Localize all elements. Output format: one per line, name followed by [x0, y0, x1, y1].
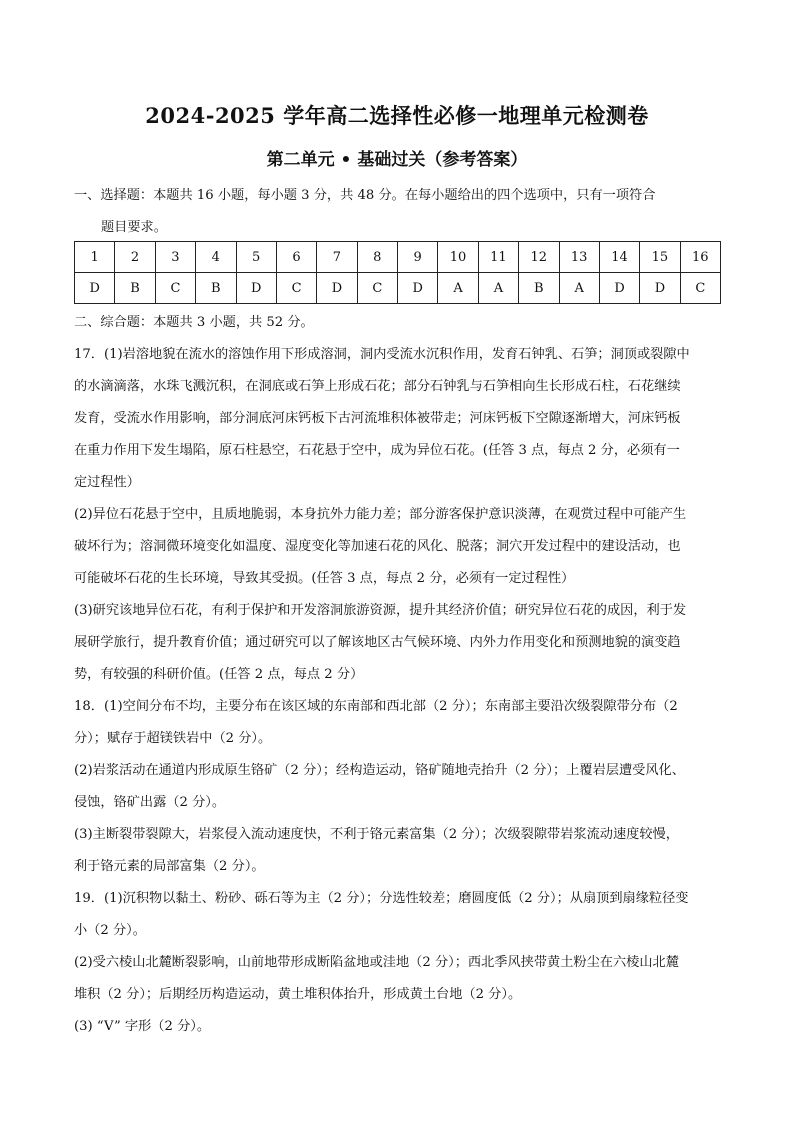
document-subtitle: 第二单元 • 基础过关（参考答案） [266, 150, 528, 170]
answer-line: (3)主断裂带裂隙大，岩浆侵入流动速度快，不利于铬元素富集（2 分）；次级裂隙带岩浆流动速度较慢， [74, 827, 679, 842]
answer-line: 堆积（2 分）；后期经历构造运动，黄土堆积体抬升，形成黄土台地（2 分）。 [74, 987, 522, 1002]
question-number-cell: 9 [398, 242, 438, 273]
answer-cell: A [438, 273, 478, 304]
answer-line: (2)岩浆活动在通道内形成原生铬矿（2 分）；经构造运动，铬矿随地壳抬升（2 分）；上覆岩层遭受风化、 [74, 763, 685, 778]
answer-line: (2)异位石花悬于空中，且质地脆弱，本身抗外力能力差；部分游客保护意识淡薄，在观赏过程中可能产生 [74, 507, 687, 522]
question-number-cell: 13 [559, 242, 599, 273]
answer-table [74, 241, 721, 304]
document-title: 2024-2025 学年高二选择性必修一地理单元检测卷 [145, 103, 649, 128]
answer-line: (3)研究该地异位石花，有利于保护和开发溶洞旅游资源，提升其经济价值；研究异位石花的成因，利于发 [74, 603, 687, 618]
answer-cell: C [680, 273, 720, 304]
answer-line: (3) “V” 字形（2 分）。 [74, 1019, 211, 1034]
answer-cell: B [519, 273, 559, 304]
section1-heading-line: 一、选择题：本题共 16 小题，每小题 3 分，共 48 分。在每小题给出的四个选项中，只有一项符合 [74, 188, 656, 203]
answer-line: 的水滴滴落，水珠飞溅沉积，在洞底或石笋上形成石花；部分石钟乳与石笋相向生长形成石柱，石花继续 [74, 379, 681, 394]
section2 [74, 307, 722, 1043]
answer-cell: D [75, 273, 115, 304]
question-number-cell: 16 [680, 242, 720, 273]
answer-line: 发育，受流水作用影响，部分洞底河床钙板下古河流堆积体被带走；河床钙板下空隙逐渐增大，河床钙板 [74, 411, 681, 426]
answer-line: (2)受六棱山北麓断裂影响，山前地带形成断陷盆地或洼地（2 分）；西北季风挟带黄土粉尘在六棱山北麓 [74, 955, 679, 970]
question-number-cell: 15 [640, 242, 680, 273]
question-number-cell: 4 [196, 242, 236, 273]
answer-cell: C [155, 273, 195, 304]
answer-line: 在重力作用下发生塌陷，原石柱悬空，石花悬于空中，成为异位石花。(任答 3 点，每点 2 分，必须有一 [74, 443, 680, 458]
answer-line: 18．(1)空间分布不均，主要分布在该区域的东南部和西北部（2 分）；东南部主要沿次级裂隙带分布（2 [74, 699, 678, 714]
question-number-cell: 14 [599, 242, 639, 273]
answer-line: 势，有较强的科研价值。(任答 2 点，每点 2 分） [74, 667, 364, 682]
question-number-cell: 7 [317, 242, 357, 273]
question-number-cell: 10 [438, 242, 478, 273]
question-number-cell: 2 [115, 242, 155, 273]
question-number-row [75, 242, 721, 273]
answer-cell: C [276, 273, 316, 304]
question-number-cell: 5 [236, 242, 276, 273]
answer-line: 侵蚀，铬矿出露（2 分）。 [74, 795, 226, 810]
answer-line: 展研学旅行，提升教育价值；通过研究可以了解该地区古气候环境、内外力作用变化和预测地貌的演变趋 [74, 635, 681, 650]
answer-cell: D [398, 273, 438, 304]
question-number-cell: 8 [357, 242, 397, 273]
answer-line: 17．(1)岩溶地貌在流水的溶蚀作用下形成溶洞，洞内受流水沉积作用，发育石钟乳、石笋；洞顶或裂隙中 [74, 347, 690, 362]
question-number-cell: 6 [276, 242, 316, 273]
answer-row [75, 273, 721, 304]
answer-line: 利于铬元素的局部富集（2 分）。 [74, 859, 265, 874]
question-number-cell: 11 [478, 242, 518, 273]
answer-line: 19．(1)沉积物以黏土、粉砂、砾石等为主（2 分）；分选性较差；磨圆度低（2 分）；从扇顶到扇缘粒径变 [74, 891, 689, 906]
answer-cell: D [599, 273, 639, 304]
answer-cell: D [640, 273, 680, 304]
answer-cell: B [196, 273, 236, 304]
answer-cell: A [478, 273, 518, 304]
answer-cell: B [115, 273, 155, 304]
answer-cell: A [559, 273, 599, 304]
answer-line: 定过程性） [74, 475, 140, 490]
answer-cell: D [236, 273, 276, 304]
answer-line: 可能破坏石花的生长环境，导致其受损。(任答 3 点，每点 2 分，必须有一定过程性） [74, 571, 575, 586]
question-number-cell: 12 [519, 242, 559, 273]
answer-line: 破坏行为；溶洞微环境变化如温度、湿度变化等加速石花的风化、脱落；洞穴开发过程中的建设活动，也 [74, 539, 681, 554]
question-number-cell: 1 [75, 242, 115, 273]
answer-cell: C [357, 273, 397, 304]
section2-heading: 二、综合题：本题共 3 小题，共 52 分。 [74, 315, 314, 330]
answer-line: 小（2 分）。 [74, 923, 146, 938]
question-number-cell: 3 [155, 242, 195, 273]
section1-heading [74, 180, 722, 244]
answer-cell: D [317, 273, 357, 304]
section1-heading-line: 题目要求。 [101, 220, 167, 235]
answer-line: 分）；赋存于超镁铁岩中（2 分）。 [74, 731, 272, 746]
